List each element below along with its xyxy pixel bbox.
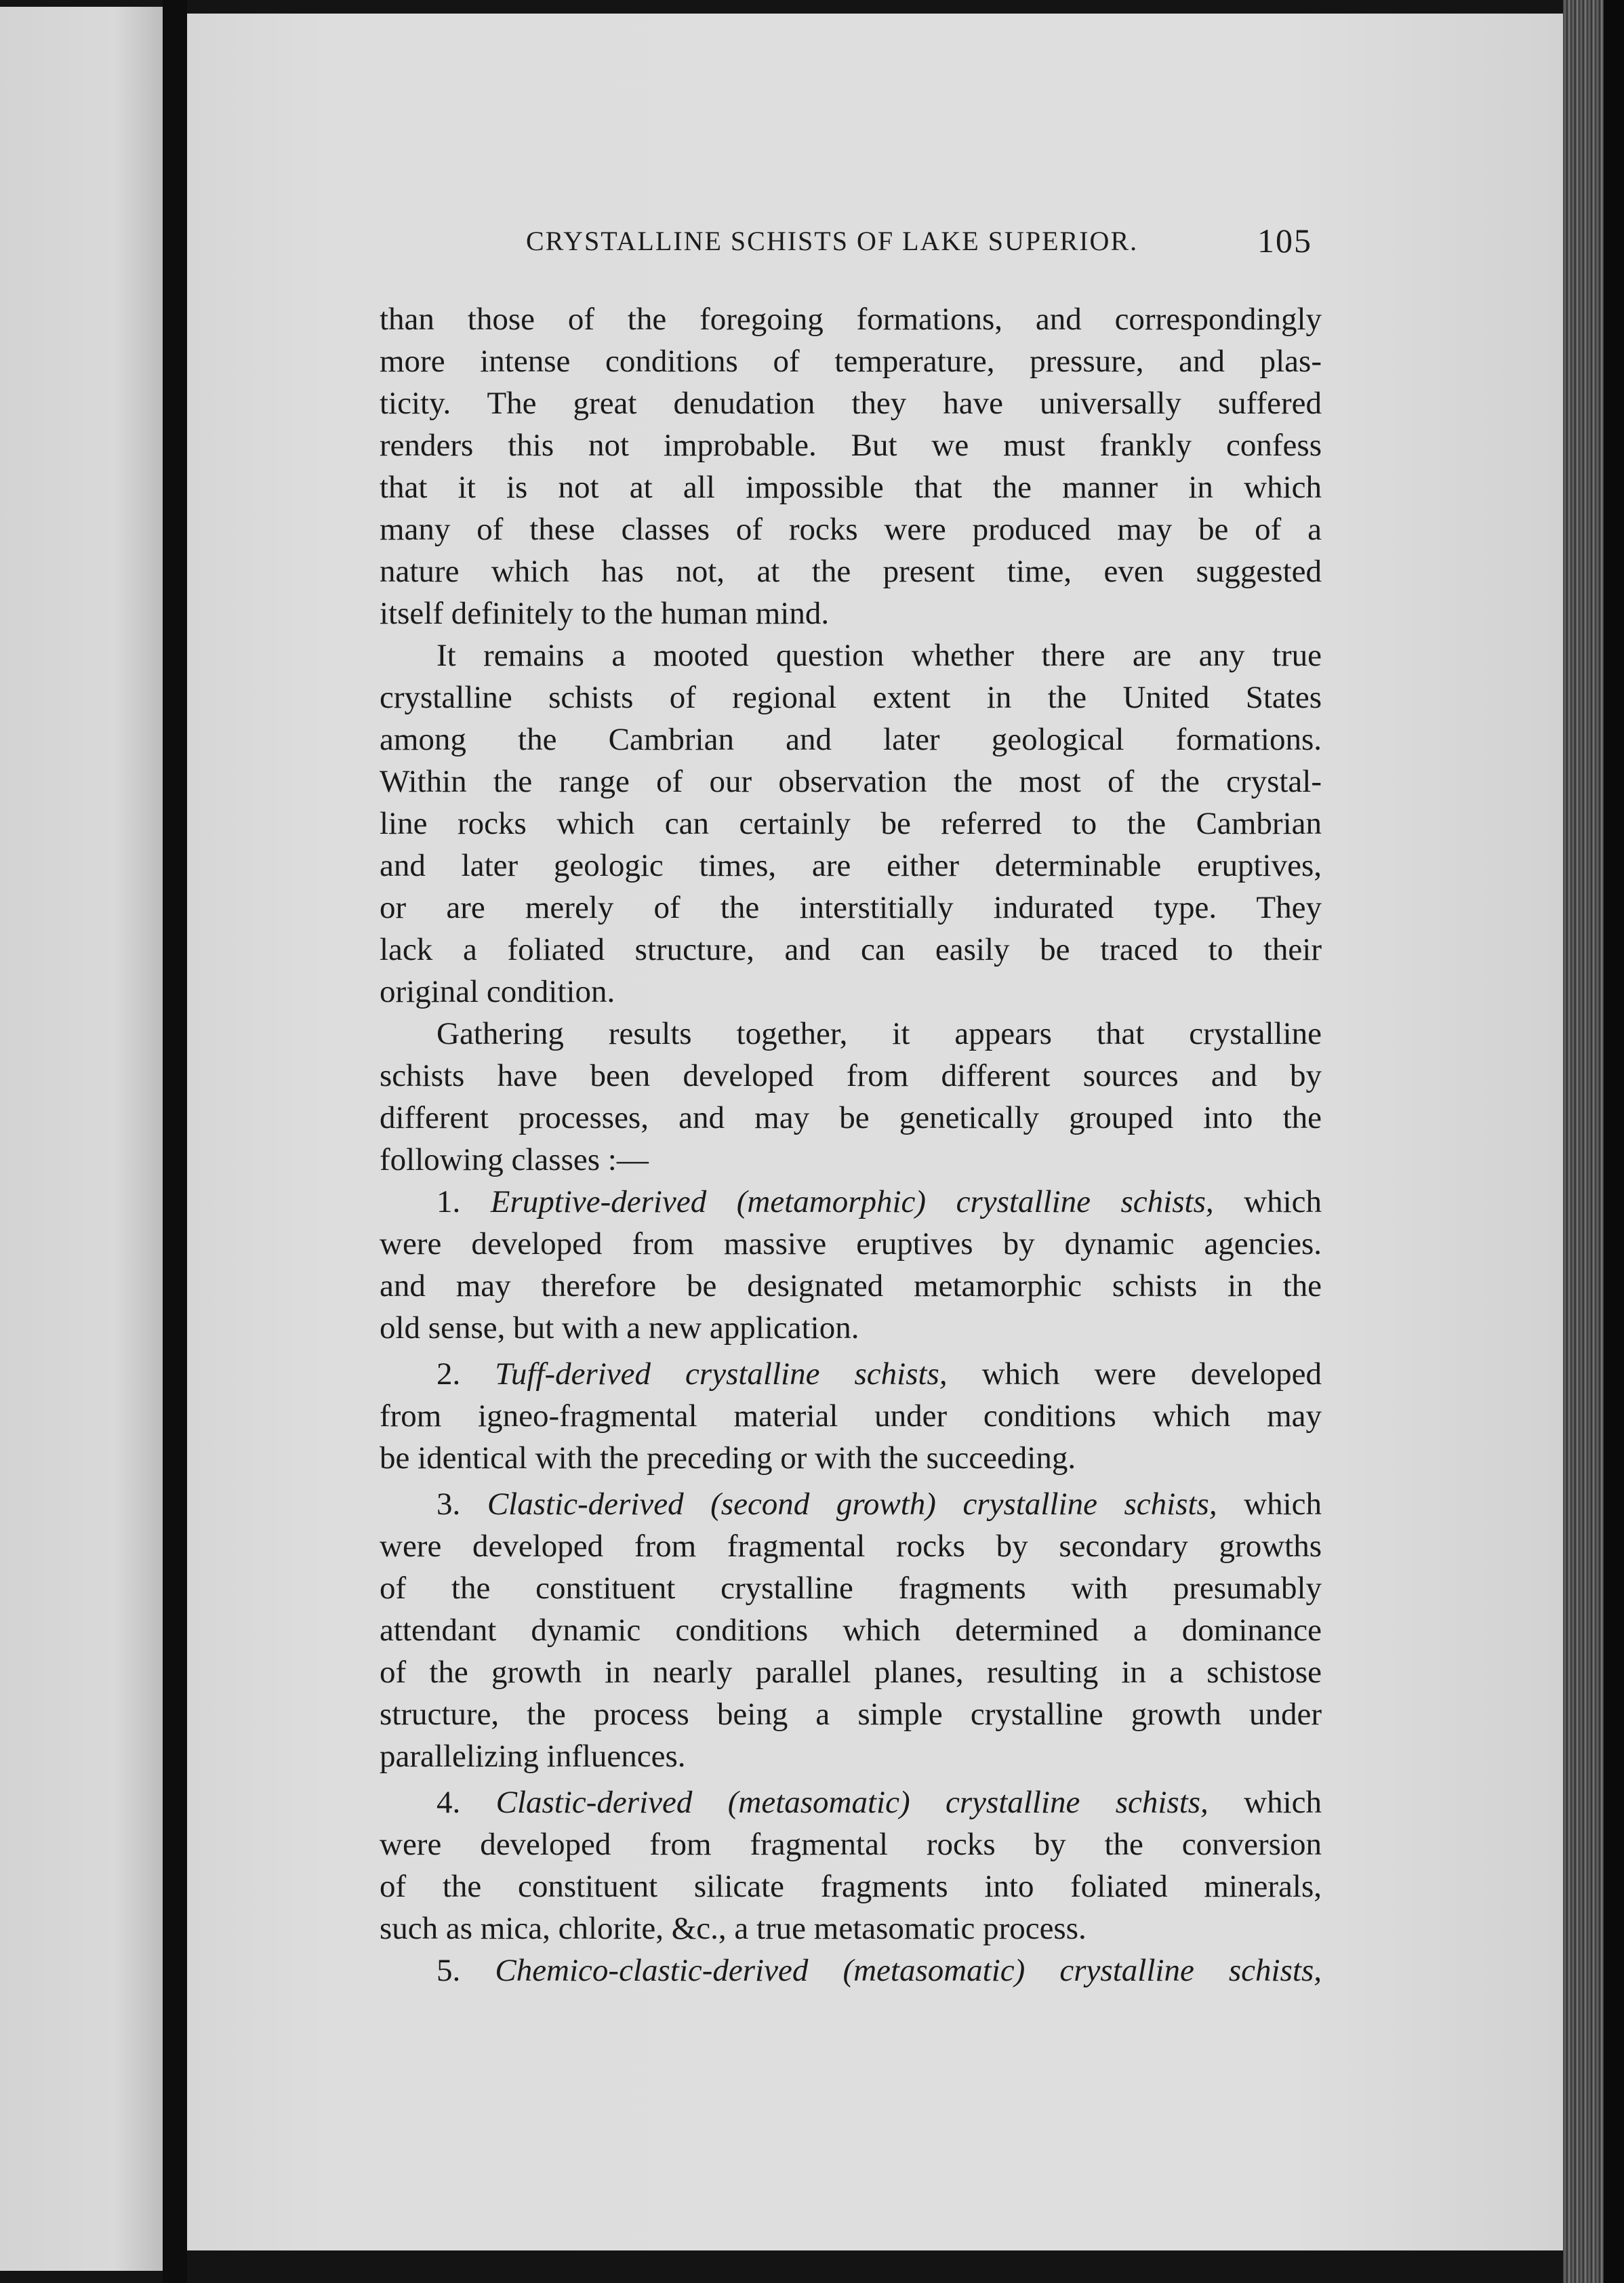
- text-line: old sense, but with a new application.: [380, 1310, 859, 1346]
- page-body: [380, 298, 1322, 1992]
- list-item: [380, 1781, 1322, 1949]
- text-line: and may therefore be designated metamorphic schists in the: [380, 1268, 1322, 1304]
- item-term: crystalline schists,: [945, 1785, 1209, 1820]
- paragraph: [380, 1013, 1322, 1181]
- item-number: 5.: [437, 1953, 461, 1988]
- text-line: were developed from fragmental rocks by secondary growths: [380, 1529, 1322, 1564]
- text-line: among the Cambrian and later geological formations.: [380, 722, 1322, 757]
- text-line: [380, 1483, 1322, 1525]
- text-line: itself definitely to the human mind.: [380, 596, 830, 631]
- text-line: of the constituent crystalline fragments with presumably: [380, 1571, 1322, 1606]
- text-line: Within the range of our observation the most of the crystal-: [380, 764, 1322, 799]
- item-term: Clastic-derived: [495, 1785, 693, 1820]
- item-number: 3.: [437, 1487, 461, 1522]
- scan-border-right: [1604, 0, 1624, 2283]
- text-line: were developed from massive eruptives by dynamic agencies.: [380, 1226, 1322, 1261]
- item-term: Clastic-derived: [487, 1487, 684, 1522]
- text-line: following classes :—: [380, 1142, 649, 1177]
- item-number: 4.: [437, 1785, 461, 1820]
- paragraph: [380, 634, 1322, 1013]
- text-line: than those of the foregoing formations, and correspondingly: [380, 302, 1322, 337]
- text-line: that it is not at all impossible that the manner in which: [380, 470, 1322, 505]
- item-term: crystalline schists,: [956, 1184, 1214, 1219]
- item-term: crystalline schists,: [1059, 1953, 1322, 1988]
- item-term: Eruptive-derived: [490, 1184, 707, 1219]
- text-line: more intense conditions of temperature, pressure, and plas-: [380, 344, 1322, 379]
- item-qualifier: (metasomatic): [727, 1785, 910, 1820]
- book-binding-gutter: [163, 0, 187, 2283]
- text-line: schists have been developed from different sources and by: [380, 1058, 1322, 1093]
- text-line: of the growth in nearly parallel planes, resulting in a schistose: [380, 1655, 1322, 1690]
- paragraph: [380, 298, 1322, 634]
- text-line: many of these classes of rocks were produced may be of a: [380, 512, 1322, 547]
- text-line: crystalline schists of regional extent in the United States: [380, 680, 1322, 715]
- text-line: such as mica, chlorite, &c., a true metasomatic process.: [380, 1911, 1087, 1946]
- running-head: [526, 222, 1312, 266]
- item-text: which: [1244, 1487, 1322, 1522]
- text-line: attendant dynamic conditions which determined a dominance: [380, 1613, 1322, 1648]
- item-term: Tuff-derived crystalline schists,: [495, 1356, 948, 1392]
- text-line: parallelizing influences.: [380, 1739, 686, 1774]
- page-stack-edge: [1563, 0, 1604, 2283]
- text-line: It remains a mooted question whether there are any true: [437, 638, 1322, 673]
- page-number: 105: [1257, 222, 1312, 260]
- text-line: line rocks which can certainly be referred to the Cambrian: [380, 806, 1322, 841]
- list-item: [380, 1949, 1322, 1992]
- item-text: which: [1244, 1785, 1322, 1820]
- item-qualifier: (second growth): [710, 1487, 936, 1522]
- item-qualifier: (metamorphic): [736, 1184, 927, 1219]
- text-line: lack a foliated structure, and can easily be traced to their: [380, 932, 1322, 967]
- text-line: Gathering results together, it appears that crystalline: [437, 1016, 1322, 1051]
- text-line: [380, 1949, 1322, 1992]
- list-item: [380, 1353, 1322, 1479]
- item-text: which: [1244, 1184, 1322, 1219]
- text-line: were developed from fragmental rocks by the conversion: [380, 1827, 1322, 1862]
- text-line: [380, 1781, 1322, 1823]
- item-text: which were developed: [981, 1356, 1322, 1392]
- text-line: nature which has not, at the present time, even suggested: [380, 554, 1322, 589]
- text-line: structure, the process being a simple crystalline growth under: [380, 1697, 1322, 1732]
- item-number: 2.: [437, 1356, 461, 1392]
- text-line: from igneo-fragmental material under conditions which may: [380, 1398, 1322, 1434]
- list-item: [380, 1181, 1322, 1349]
- item-term: Chemico-clastic-derived: [495, 1953, 809, 1988]
- text-line: different processes, and may be genetically grouped into the: [380, 1100, 1322, 1135]
- text-line: or are merely of the interstitially indurated type. They: [380, 890, 1322, 925]
- text-line: renders this not improbable. But we must frankly confess: [380, 428, 1322, 463]
- list-item: [380, 1483, 1322, 1777]
- text-line: [380, 1353, 1322, 1395]
- text-line: [380, 1181, 1322, 1223]
- facing-page-edge: [0, 7, 163, 2271]
- item-qualifier: (metasomatic): [843, 1953, 1026, 1988]
- running-head-title: CRYSTALLINE SCHISTS OF LAKE SUPERIOR.: [526, 226, 1139, 256]
- text-line: and later geologic times, are either determinable eruptives,: [380, 848, 1322, 883]
- text-line: original condition.: [380, 974, 615, 1009]
- item-term: crystalline schists,: [962, 1487, 1217, 1522]
- text-line: be identical with the preceding or with the succeeding.: [380, 1440, 1076, 1476]
- text-line: ticity. The great denudation they have universally suffered: [380, 386, 1322, 421]
- item-number: 1.: [437, 1184, 461, 1219]
- text-line: of the constituent silicate fragments into foliated minerals,: [380, 1869, 1322, 1904]
